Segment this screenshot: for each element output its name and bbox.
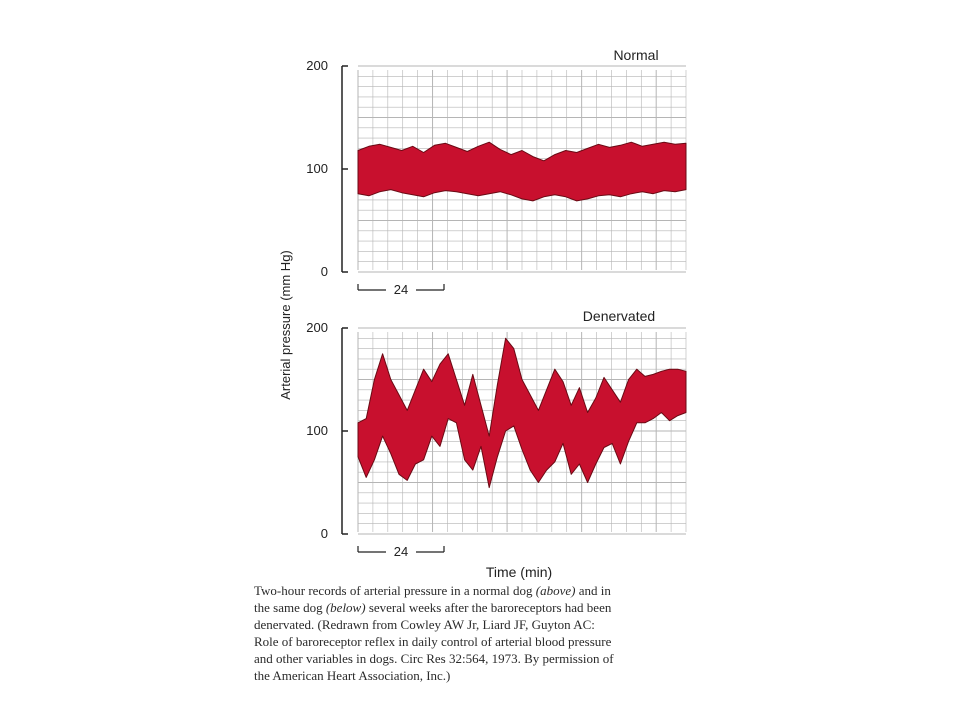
denervated-scale-bar-label: 24 [393,544,409,559]
caption-line-4: Role of baroreceptor reflex in daily control of arterial blood pressure [254,634,612,649]
normal-scale-bar-label: 24 [393,282,409,297]
figure-caption [254,582,694,684]
normal-panel [306,47,686,297]
denervated-panel-title: Denervated [582,308,656,324]
y-tick-label: 100 [306,423,328,438]
y-tick-label: 200 [306,320,328,335]
y-axis-label: Arterial pressure (mm Hg) [278,250,293,400]
normal-panel-title: Normal [613,47,659,63]
caption-line-3: denervated. (Redrawn from Cowley AW Jr, Liard JF, Guyton AC: [254,617,595,632]
normal-pressure-trace [358,142,686,201]
denervated-panel [306,308,686,559]
y-tick-label: 0 [320,264,328,279]
caption-line-5: and other variables in dogs. Circ Res 32:564, 1973. By permission of [254,651,614,666]
y-tick-label: 200 [306,58,328,73]
y-tick-label: 0 [320,526,328,541]
caption-line-2: the same dog (below) several weeks after the baroreceptors had been [254,600,612,615]
caption-line-1: Two-hour records of arterial pressure in a normal dog (above) and in [254,583,611,598]
caption-line-6: the American Heart Association, Inc.) [254,668,451,683]
y-tick-label: 100 [306,161,328,176]
x-axis-label: Time (min) [485,564,553,580]
